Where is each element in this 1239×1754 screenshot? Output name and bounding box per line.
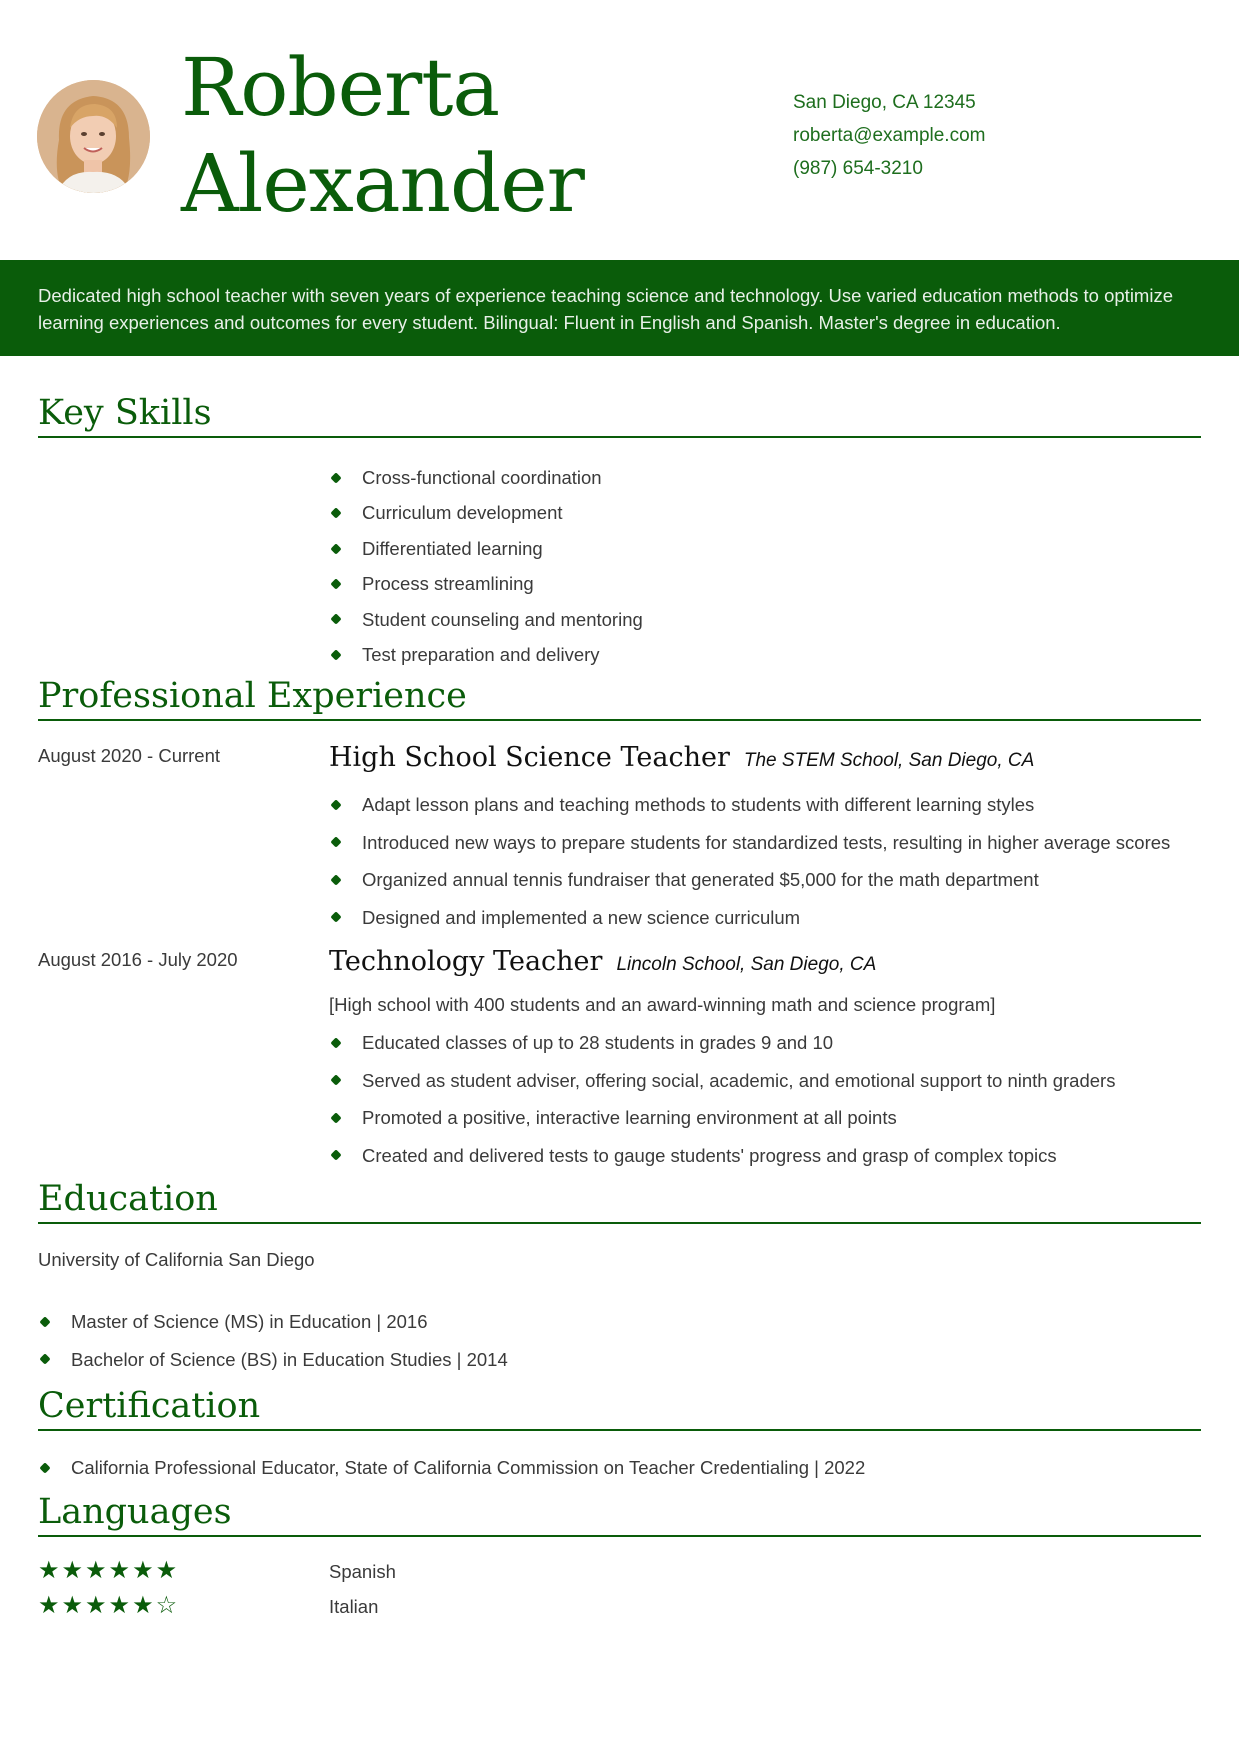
job-title xyxy=(329,946,876,977)
list-item: Test preparation and delivery xyxy=(329,637,643,672)
list-item: Promoted a positive, interactive learning environment at all points xyxy=(329,1099,1115,1137)
language-rating-stars xyxy=(38,1559,179,1583)
list-item: Designed and implemented a new science curriculum xyxy=(329,899,1170,937)
certification-list xyxy=(38,1449,865,1487)
section-title-education: Education xyxy=(38,1176,1201,1224)
school-name: University of California San Diego xyxy=(38,1249,315,1270)
job-title-text: High School Science Teacher xyxy=(329,742,730,773)
section-title-languages: Languages xyxy=(38,1489,1201,1537)
star-filled-icon: ★ xyxy=(38,1557,62,1584)
list-item: Differentiated learning xyxy=(329,531,643,566)
section-title-certification: Certification xyxy=(38,1383,1201,1431)
portrait-image xyxy=(37,80,150,193)
star-empty-icon: ☆ xyxy=(155,1592,180,1619)
job-company: The STEM School, San Diego, CA xyxy=(743,750,1035,771)
summary-band: Dedicated high school teacher with seven years of experience teaching science and technology. Use varied education methods to optimize learning experiences and outcomes for every student. Bilingual: Fluent in English and Spanish. Master's degree in education. xyxy=(0,260,1239,356)
star-filled-icon: ★ xyxy=(85,1557,109,1584)
section-title-skills: Key Skills xyxy=(38,390,1201,438)
list-item: Served as student adviser, offering social, academic, and emotional support to ninth graders xyxy=(329,1062,1115,1100)
job-note: [High school with 400 students and an award-winning math and science program] xyxy=(329,994,996,1015)
candidate-name xyxy=(181,40,584,232)
list-item: Cross-functional coordination xyxy=(329,460,643,495)
section-title-experience: Professional Experience xyxy=(38,673,1201,721)
job-dates: August 2016 - July 2020 xyxy=(38,949,238,970)
address: San Diego, CA 12345 xyxy=(793,92,976,113)
phone: (987) 654-3210 xyxy=(793,158,923,179)
resume-header xyxy=(0,0,1239,260)
list-item: California Professional Educator, State of California Commission on Teacher Credentialing | 2022 xyxy=(38,1449,865,1487)
list-item: Organized annual tennis fundraiser that generated $5,000 for the math department xyxy=(329,861,1170,899)
language-rating-stars xyxy=(38,1594,179,1618)
job-title xyxy=(329,742,1034,773)
list-item: Curriculum development xyxy=(329,495,643,530)
star-filled-icon: ★ xyxy=(132,1592,156,1619)
contact-info xyxy=(793,86,985,185)
job-title-text: Technology Teacher xyxy=(329,946,603,977)
star-filled-icon: ★ xyxy=(108,1557,133,1584)
list-item: Bachelor of Science (BS) in Education Studies | 2014 xyxy=(38,1341,508,1379)
star-filled-icon: ★ xyxy=(108,1592,133,1619)
job-bullets xyxy=(329,1024,1115,1174)
degree-list xyxy=(38,1303,508,1378)
list-item: Master of Science (MS) in Education | 2016 xyxy=(38,1303,508,1341)
skills-list xyxy=(329,460,643,672)
list-item: Created and delivered tests to gauge students' progress and grasp of complex topics xyxy=(329,1137,1115,1175)
star-filled-icon: ★ xyxy=(155,1557,180,1584)
job-bullets xyxy=(329,786,1170,936)
star-filled-icon: ★ xyxy=(61,1557,86,1584)
language-name: Spanish xyxy=(329,1561,396,1582)
job-dates: August 2020 - Current xyxy=(38,745,221,766)
list-item: Student counseling and mentoring xyxy=(329,602,643,637)
first-name: Roberta xyxy=(181,41,500,134)
job-company: Lincoln School, San Diego, CA xyxy=(616,954,877,975)
language-name: Italian xyxy=(329,1596,379,1617)
star-filled-icon: ★ xyxy=(132,1557,156,1584)
last-name: Alexander xyxy=(181,137,584,230)
list-item: Educated classes of up to 28 students in grades 9 and 10 xyxy=(329,1024,1115,1062)
star-filled-icon: ★ xyxy=(85,1592,109,1619)
email-link[interactable]: roberta@example.com xyxy=(793,125,986,146)
profile-photo-avatar xyxy=(37,80,150,193)
list-item: Introduced new ways to prepare students for standardized tests, resulting in higher average scores xyxy=(329,824,1170,862)
list-item: Adapt lesson plans and teaching methods to students with different learning styles xyxy=(329,786,1170,824)
star-filled-icon: ★ xyxy=(38,1592,62,1619)
star-filled-icon: ★ xyxy=(61,1592,86,1619)
list-item: Process streamlining xyxy=(329,566,643,601)
